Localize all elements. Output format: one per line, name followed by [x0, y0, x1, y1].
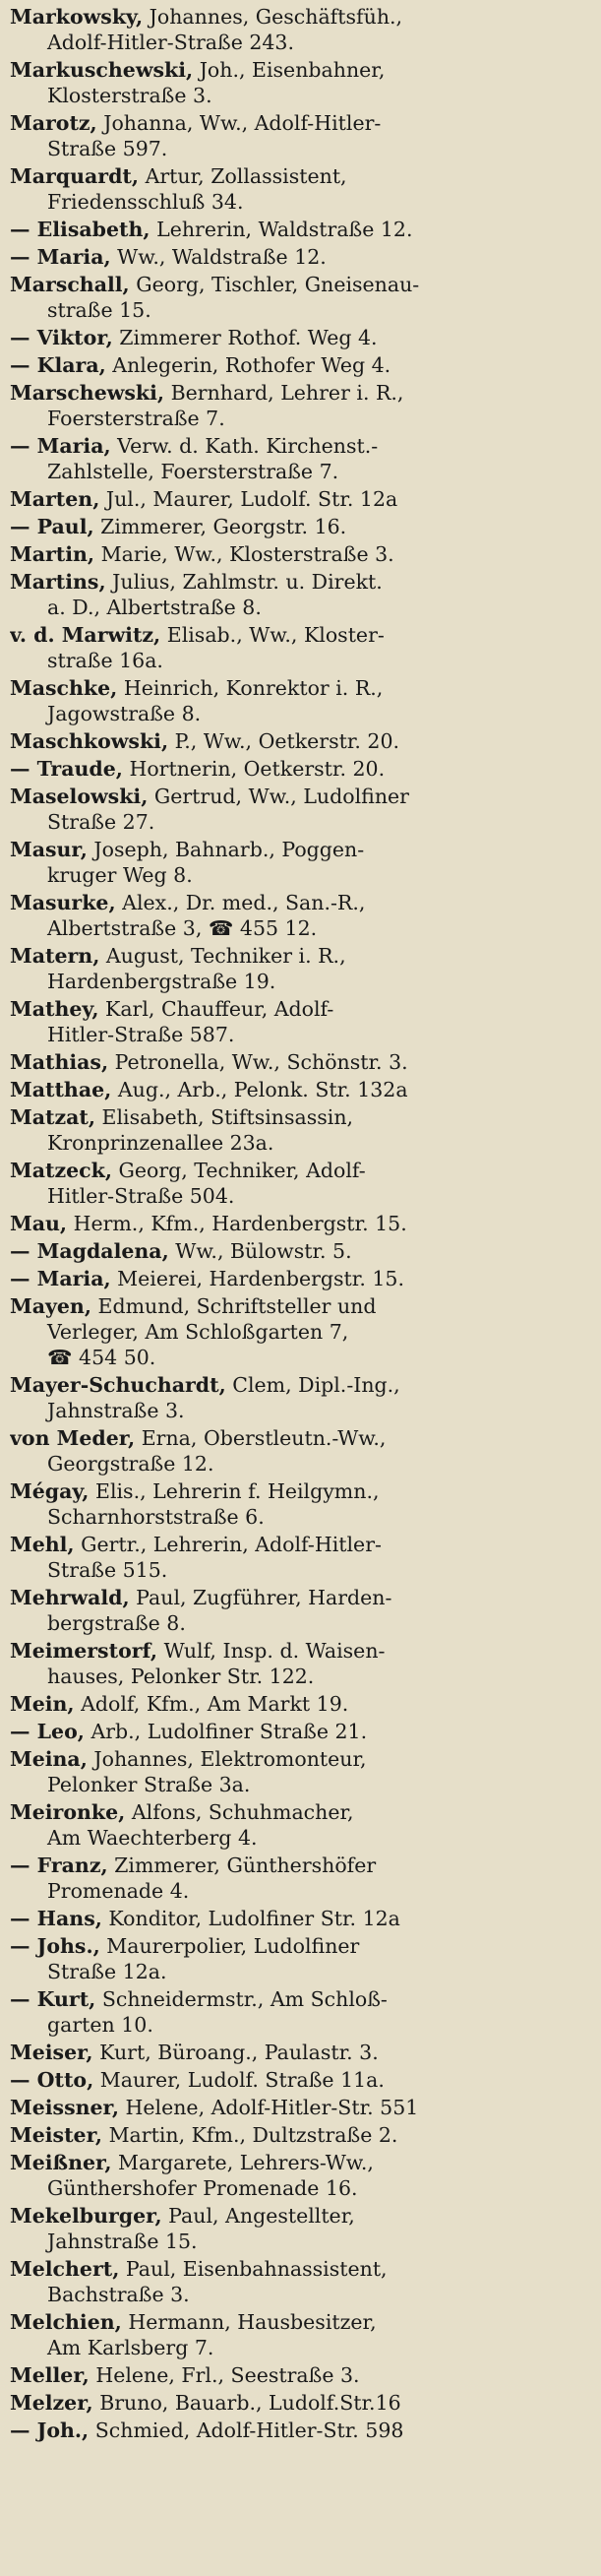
entry-first-line — [10, 1691, 591, 1717]
entry-name: — Magdalena, — [10, 1239, 169, 1263]
entry-text: Elisabeth, Stiftsinsassin, — [101, 1105, 354, 1129]
entry-continuation-line — [10, 595, 591, 620]
entry-first-line — [10, 380, 591, 406]
entry-name: Matern, — [10, 944, 100, 968]
entry-name: Martin, — [10, 542, 95, 566]
entry-text: Kurt, Büroang., Paulastr. 3. — [99, 2041, 379, 2064]
directory-entry — [10, 1158, 591, 1209]
entry-text: Karl, Chauffeur, Adolf- — [105, 997, 334, 1021]
entry-name: Markuschewski, — [10, 58, 194, 82]
entry-first-line — [10, 2203, 591, 2229]
entry-text: Günthershofer Promenade 16. — [47, 2176, 358, 2200]
entry-text: Schmied, Adolf-Hitler-Str. 598 — [94, 2419, 404, 2442]
entry-continuation-line — [10, 1022, 591, 1047]
entry-first-line — [10, 1158, 591, 1183]
entry-name: Maschke, — [10, 676, 118, 700]
entry-text: Hitler-Straße 587. — [47, 1023, 235, 1046]
entry-first-line — [10, 2067, 591, 2093]
entry-first-line — [10, 1077, 591, 1102]
entry-name: Meller, — [10, 2363, 90, 2387]
entry-first-line — [10, 514, 591, 539]
entry-name: v. d. Marwitz, — [10, 623, 161, 647]
entry-name: Mau, — [10, 1212, 68, 1235]
entry-name: Marschewski, — [10, 381, 165, 405]
entry-continuation-line — [10, 30, 591, 55]
entry-first-line — [10, 1104, 591, 1130]
entry-text: Albertstraße 3, ☎ 455 12. — [47, 916, 318, 940]
directory-entry — [10, 2122, 591, 2148]
entry-text: Bachstraße 3. — [47, 2283, 190, 2306]
entry-name: Meina, — [10, 1747, 88, 1771]
entry-text: Hortnerin, Oetkerstr. 20. — [129, 757, 386, 781]
entry-first-line — [10, 244, 591, 270]
entry-text: Wulf, Insp. d. Waisen- — [163, 1639, 386, 1663]
entry-first-line — [10, 1638, 591, 1664]
entry-text: Petronella, Ww., Schönstr. 3. — [114, 1050, 408, 1074]
entry-name: Meissner, — [10, 2096, 119, 2119]
entry-continuation-line — [10, 1772, 591, 1797]
directory-entry — [10, 2150, 591, 2201]
directory-entry — [10, 244, 591, 270]
entry-text: Jahnstraße 3. — [47, 1399, 185, 1422]
directory-entry — [10, 514, 591, 539]
entry-first-line — [10, 2362, 591, 2388]
entry-continuation-line — [10, 136, 591, 161]
directory-entry — [10, 1238, 591, 1264]
entry-continuation-line — [10, 1664, 591, 1689]
entry-name: — Traude, — [10, 757, 123, 781]
entry-text: Adolf, Kfm., Am Markt 19. — [81, 1692, 349, 1716]
directory-entry — [10, 1478, 591, 1530]
entry-first-line — [10, 943, 591, 969]
entry-first-line — [10, 1986, 591, 2012]
entry-text: Straße 12a. — [47, 1960, 167, 1983]
directory-entry — [10, 57, 591, 108]
directory-entry — [10, 1372, 591, 1423]
directory-entry — [10, 1077, 591, 1102]
entry-text: Margarete, Lehrers-Ww., — [118, 2151, 374, 2174]
entry-continuation-line — [10, 862, 591, 888]
entry-text: Maurer, Ludolf. Straße 11a. — [99, 2068, 385, 2092]
entry-name: — Elisabeth, — [10, 218, 150, 241]
entry-text: straße 15. — [47, 298, 151, 322]
entry-text: Adolf-Hitler-Straße 243. — [47, 31, 294, 54]
entry-first-line — [10, 622, 591, 648]
entry-first-line — [10, 2150, 591, 2175]
entry-text: Elis., Lehrerin f. Heilgymn., — [94, 1479, 380, 1503]
entry-first-line — [10, 272, 591, 297]
entry-first-line — [10, 1211, 591, 1236]
entry-continuation-line — [10, 809, 591, 835]
entry-name: von Meder, — [10, 1426, 136, 1450]
entry-first-line — [10, 57, 591, 83]
entry-continuation-line — [10, 459, 591, 484]
entry-name: — Klara, — [10, 353, 106, 377]
directory-entry — [10, 325, 591, 350]
entry-text: Joh., Eisenbahner, — [199, 58, 386, 82]
entry-text: Hardenbergstraße 19. — [47, 970, 276, 993]
directory-entry — [10, 622, 591, 673]
entry-first-line — [10, 569, 591, 595]
entry-continuation-line — [10, 2335, 591, 2360]
entry-name: Mehrwald, — [10, 1586, 130, 1609]
entry-text: Helene, Adolf-Hitler-Str. 551 — [125, 2096, 419, 2119]
entry-text: hauses, Pelonker Str. 122. — [47, 1665, 315, 1688]
entry-continuation-line — [10, 1398, 591, 1423]
directory-entry — [10, 4, 591, 55]
entry-first-line — [10, 433, 591, 459]
directory-entry — [10, 352, 591, 378]
entry-first-line — [10, 1746, 591, 1772]
entry-first-line — [10, 325, 591, 350]
entry-text: Edmund, Schriftsteller und — [97, 1294, 377, 1318]
directory-entry — [10, 1425, 591, 1476]
entry-first-line — [10, 2256, 591, 2282]
entry-text: Jahnstraße 15. — [47, 2230, 198, 2253]
entry-name: Marotz, — [10, 111, 97, 135]
entry-list — [10, 4, 591, 2443]
entry-name: Marschall, — [10, 273, 130, 296]
entry-text: Lehrerin, Waldstraße 12. — [156, 218, 413, 241]
entry-text: Straße 597. — [47, 137, 168, 160]
entry-text: Maurerpolier, Ludolfiner — [106, 1934, 360, 1958]
entry-text: Erna, Oberstleutn.-Ww., — [141, 1426, 387, 1450]
directory-entry — [10, 943, 591, 994]
entry-continuation-line — [10, 1183, 591, 1209]
entry-text: Jagowstraße 8. — [47, 702, 202, 725]
entry-first-line — [10, 1719, 591, 1744]
directory-entry — [10, 1853, 591, 1904]
directory-entry — [10, 2095, 591, 2120]
entry-text: Zimmerer Rothof. Weg 4. — [119, 326, 378, 349]
entry-name: — Kurt, — [10, 1987, 96, 2011]
entry-name: Melzer, — [10, 2391, 93, 2415]
directory-entry — [10, 1799, 591, 1851]
directory-entry — [10, 217, 591, 242]
entry-first-line — [10, 1238, 591, 1264]
directory-entry — [10, 486, 591, 512]
entry-first-line — [10, 1372, 591, 1398]
entry-text: Alfons, Schuhmacher, — [131, 1800, 354, 1824]
entry-text: Friedensschluß 34. — [47, 190, 244, 214]
entry-continuation-line — [10, 189, 591, 215]
entry-text: Foersterstraße 7. — [47, 407, 225, 430]
entry-first-line — [10, 352, 591, 378]
entry-continuation-line — [10, 1557, 591, 1583]
entry-text: Martin, Kfm., Dultzstraße 2. — [108, 2123, 398, 2147]
entry-first-line — [10, 996, 591, 1022]
entry-continuation-line — [10, 406, 591, 431]
entry-text: Am Waechterberg 4. — [47, 1826, 258, 1850]
entry-text: Bruno, Bauarb., Ludolf.Str.16 — [99, 2391, 401, 2415]
entry-continuation-line — [10, 1345, 591, 1370]
entry-first-line — [10, 1933, 591, 1959]
entry-name: Masur, — [10, 838, 88, 861]
entry-text: Bernhard, Lehrer i. R., — [170, 381, 404, 405]
entry-text: Arb., Ludolfiner Straße 21. — [90, 1720, 368, 1743]
directory-entry — [10, 2362, 591, 2388]
entry-text: Kronprinzenallee 23a. — [47, 1131, 274, 1155]
entry-name: — Otto, — [10, 2068, 94, 2092]
entry-name: Mayen, — [10, 1294, 91, 1318]
entry-name: Markowsky, — [10, 5, 144, 29]
entry-first-line — [10, 837, 591, 862]
directory-entry — [10, 784, 591, 835]
directory-entry — [10, 890, 591, 941]
directory-entry — [10, 433, 591, 484]
entry-text: Jul., Maurer, Ludolf. Str. 12a — [105, 487, 398, 511]
entry-first-line — [10, 2122, 591, 2148]
entry-name: — Maria, — [10, 434, 111, 458]
entry-text: Elisab., Ww., Kloster- — [166, 623, 385, 647]
directory-entry — [10, 1104, 591, 1156]
entry-text: Herm., Kfm., Hardenbergstr. 15. — [73, 1212, 407, 1235]
entry-text: Verleger, Am Schloßgarten 7, — [47, 1320, 349, 1344]
entry-text: Ww., Bülowstr. 5. — [175, 1239, 352, 1263]
entry-first-line — [10, 1585, 591, 1610]
entry-text: a. D., Albertstraße 8. — [47, 596, 262, 619]
entry-name: Melchien, — [10, 2310, 122, 2334]
directory-entry — [10, 163, 591, 215]
entry-text: Paul, Zugführer, Harden- — [136, 1586, 392, 1609]
entry-continuation-line — [10, 1319, 591, 1345]
directory-entry — [10, 2309, 591, 2360]
directory-entry — [10, 110, 591, 161]
directory-entry — [10, 2256, 591, 2307]
entry-first-line — [10, 4, 591, 30]
directory-entry — [10, 1638, 591, 1689]
entry-first-line — [10, 1049, 591, 1075]
entry-name: Mekelburger, — [10, 2204, 162, 2228]
entry-name: Marten, — [10, 487, 100, 511]
entry-text: Helene, Frl., Seestraße 3. — [95, 2363, 360, 2387]
entry-first-line — [10, 2095, 591, 2120]
entry-text: Johannes, Elektromonteur, — [93, 1747, 367, 1771]
entry-text: Am Karlsberg 7. — [47, 2336, 214, 2359]
entry-continuation-line — [10, 1451, 591, 1476]
entry-continuation-line — [10, 915, 591, 941]
entry-text: Pelonker Straße 3a. — [47, 1773, 251, 1796]
directory-entry — [10, 728, 591, 754]
entry-name: Mégay, — [10, 1479, 90, 1503]
entry-name: — Hans, — [10, 1907, 102, 1930]
entry-text: Straße 27. — [47, 810, 155, 834]
entry-name: Mein, — [10, 1692, 75, 1716]
entry-text: Aug., Arb., Pelonk. Str. 132a — [117, 1078, 408, 1101]
entry-first-line — [10, 486, 591, 512]
entry-name: Meironke, — [10, 1800, 126, 1824]
entry-name: Meiser, — [10, 2041, 93, 2064]
entry-first-line — [10, 217, 591, 242]
entry-continuation-line — [10, 648, 591, 673]
entry-text: Hermann, Hausbesitzer, — [128, 2310, 377, 2334]
entry-text: Zimmerer, Günthershöfer — [114, 1853, 377, 1877]
entry-name: — Paul, — [10, 515, 94, 538]
entry-text: Georg, Tischler, Gneisenau- — [136, 273, 420, 296]
entry-first-line — [10, 675, 591, 701]
directory-entry — [10, 380, 591, 431]
directory-entry — [10, 1986, 591, 2038]
directory-entry — [10, 1532, 591, 1583]
entry-text: garten 10. — [47, 2013, 153, 2037]
entry-first-line — [10, 756, 591, 782]
entry-first-line — [10, 1266, 591, 1291]
entry-name: — Maria, — [10, 245, 111, 269]
entry-first-line — [10, 2309, 591, 2335]
entry-text: Verw. d. Kath. Kirchenst.- — [117, 434, 379, 458]
entry-first-line — [10, 728, 591, 754]
entry-text: Paul, Eisenbahnassistent, — [125, 2257, 388, 2281]
entry-name: Mehl, — [10, 1533, 75, 1556]
entry-continuation-line — [10, 297, 591, 323]
entry-text: Zahlstelle, Foersterstraße 7. — [47, 460, 339, 483]
entry-text: Zimmerer, Georgstr. 16. — [100, 515, 347, 538]
entry-text: straße 16a. — [47, 649, 163, 672]
entry-name: Marquardt, — [10, 164, 140, 188]
directory-entry — [10, 1906, 591, 1931]
entry-first-line — [10, 1799, 591, 1825]
entry-text: Gertr., Lehrerin, Adolf-Hitler- — [81, 1533, 382, 1556]
entry-name: Matthae, — [10, 1078, 112, 1101]
entry-continuation-line — [10, 1504, 591, 1530]
entry-text: Ww., Waldstraße 12. — [117, 245, 327, 269]
directory-entry — [10, 272, 591, 323]
entry-text: Promenade 4. — [47, 1879, 190, 1903]
directory-entry — [10, 1585, 591, 1636]
directory-entry — [10, 2040, 591, 2065]
entry-first-line — [10, 2040, 591, 2065]
entry-first-line — [10, 1478, 591, 1504]
entry-first-line — [10, 890, 591, 915]
directory-entry — [10, 756, 591, 782]
entry-text: Klosterstraße 3. — [47, 84, 212, 107]
entry-first-line — [10, 110, 591, 136]
directory-entry — [10, 1293, 591, 1370]
entry-name: Mathias, — [10, 1050, 109, 1074]
entry-name: Mayer-Schuchardt, — [10, 1373, 226, 1397]
directory-entry — [10, 1933, 591, 1984]
entry-first-line — [10, 163, 591, 189]
entry-text: Alex., Dr. med., San.-R., — [122, 891, 366, 914]
entry-continuation-line — [10, 2229, 591, 2254]
entry-text: Heinrich, Konrektor i. R., — [123, 676, 384, 700]
directory-entry — [10, 2203, 591, 2254]
entry-name: — Joh., — [10, 2419, 90, 2442]
entry-first-line — [10, 1293, 591, 1319]
entry-name: Mathey, — [10, 997, 99, 1021]
entry-name: Meister, — [10, 2123, 103, 2147]
entry-text: Johanna, Ww., Adolf-Hitler- — [103, 111, 382, 135]
entry-name: Matzat, — [10, 1105, 95, 1129]
entry-first-line — [10, 1853, 591, 1878]
entry-name: Melchert, — [10, 2257, 120, 2281]
entry-first-line — [10, 2390, 591, 2416]
entry-name: — Viktor, — [10, 326, 113, 349]
entry-first-line — [10, 784, 591, 809]
entry-first-line — [10, 1906, 591, 1931]
entry-continuation-line — [10, 1959, 591, 1984]
entry-text: Clem, Dipl.-Ing., — [232, 1373, 400, 1397]
entry-text: Meierei, Hardenbergstr. 15. — [117, 1267, 404, 1290]
entry-continuation-line — [10, 83, 591, 108]
entry-name: — Leo, — [10, 1720, 85, 1743]
directory-entry — [10, 2390, 591, 2416]
entry-first-line — [10, 1532, 591, 1557]
directory-entry — [10, 1719, 591, 1744]
entry-name: Meimerstorf, — [10, 1639, 158, 1663]
entry-continuation-line — [10, 2175, 591, 2201]
entry-text: Anlegerin, Rothofer Weg 4. — [112, 353, 391, 377]
entry-continuation-line — [10, 1878, 591, 1904]
directory-entry — [10, 569, 591, 620]
entry-text: bergstraße 8. — [47, 1611, 186, 1635]
entry-first-line — [10, 1425, 591, 1451]
entry-text: Georg, Techniker, Adolf- — [118, 1159, 366, 1182]
directory-entry — [10, 837, 591, 888]
entry-name: Martins, — [10, 570, 106, 594]
entry-text: P., Ww., Oetkerstr. 20. — [174, 729, 400, 753]
entry-name: Meißner, — [10, 2151, 112, 2174]
directory-entry — [10, 2418, 591, 2443]
entry-text: Paul, Angestellter, — [168, 2204, 355, 2228]
entry-text: Schneidermstr., Am Schloß- — [101, 1987, 388, 2011]
entry-text: Johannes, Geschäftsfüh., — [149, 5, 403, 29]
directory-entry — [10, 675, 591, 726]
directory-entry — [10, 541, 591, 567]
entry-continuation-line — [10, 2282, 591, 2307]
entry-continuation-line — [10, 701, 591, 726]
entry-text: Joseph, Bahnarb., Poggen- — [93, 838, 365, 861]
entry-text: Julius, Zahlmstr. u. Direkt. — [112, 570, 383, 594]
entry-continuation-line — [10, 969, 591, 994]
entry-text: August, Techniker i. R., — [105, 944, 346, 968]
entry-name: Maselowski, — [10, 785, 149, 808]
directory-entry — [10, 2067, 591, 2093]
entry-name: Masurke, — [10, 891, 116, 914]
entry-first-line — [10, 2418, 591, 2443]
directory-entry — [10, 1049, 591, 1075]
entry-text: Straße 515. — [47, 1558, 168, 1582]
entry-continuation-line — [10, 1825, 591, 1851]
entry-continuation-line — [10, 1610, 591, 1636]
entry-text: Artur, Zollassistent, — [145, 164, 347, 188]
entry-text: Hitler-Straße 504. — [47, 1184, 235, 1208]
entry-text: Marie, Ww., Klosterstraße 3. — [100, 542, 394, 566]
entry-text: Gertrud, Ww., Ludolfiner — [153, 785, 409, 808]
entry-name: — Johs., — [10, 1934, 100, 1958]
directory-entry — [10, 1211, 591, 1236]
entry-text: kruger Weg 8. — [47, 863, 193, 887]
entry-name: Matzeck, — [10, 1159, 112, 1182]
entry-text: Konditor, Ludolfiner Str. 12a — [108, 1907, 400, 1930]
entry-text: ☎ 454 50. — [47, 1346, 156, 1369]
entry-first-line — [10, 541, 591, 567]
entry-continuation-line — [10, 2012, 591, 2038]
entry-continuation-line — [10, 1130, 591, 1156]
entry-text: Scharnhorststraße 6. — [47, 1505, 265, 1529]
entry-text: Georgstraße 12. — [47, 1452, 214, 1476]
directory-entry — [10, 1691, 591, 1717]
directory-entry — [10, 1746, 591, 1797]
directory-entry — [10, 996, 591, 1047]
entry-name: — Franz, — [10, 1853, 108, 1877]
entry-name: — Maria, — [10, 1267, 111, 1290]
entry-name: Maschkowski, — [10, 729, 169, 753]
directory-entry — [10, 1266, 591, 1291]
